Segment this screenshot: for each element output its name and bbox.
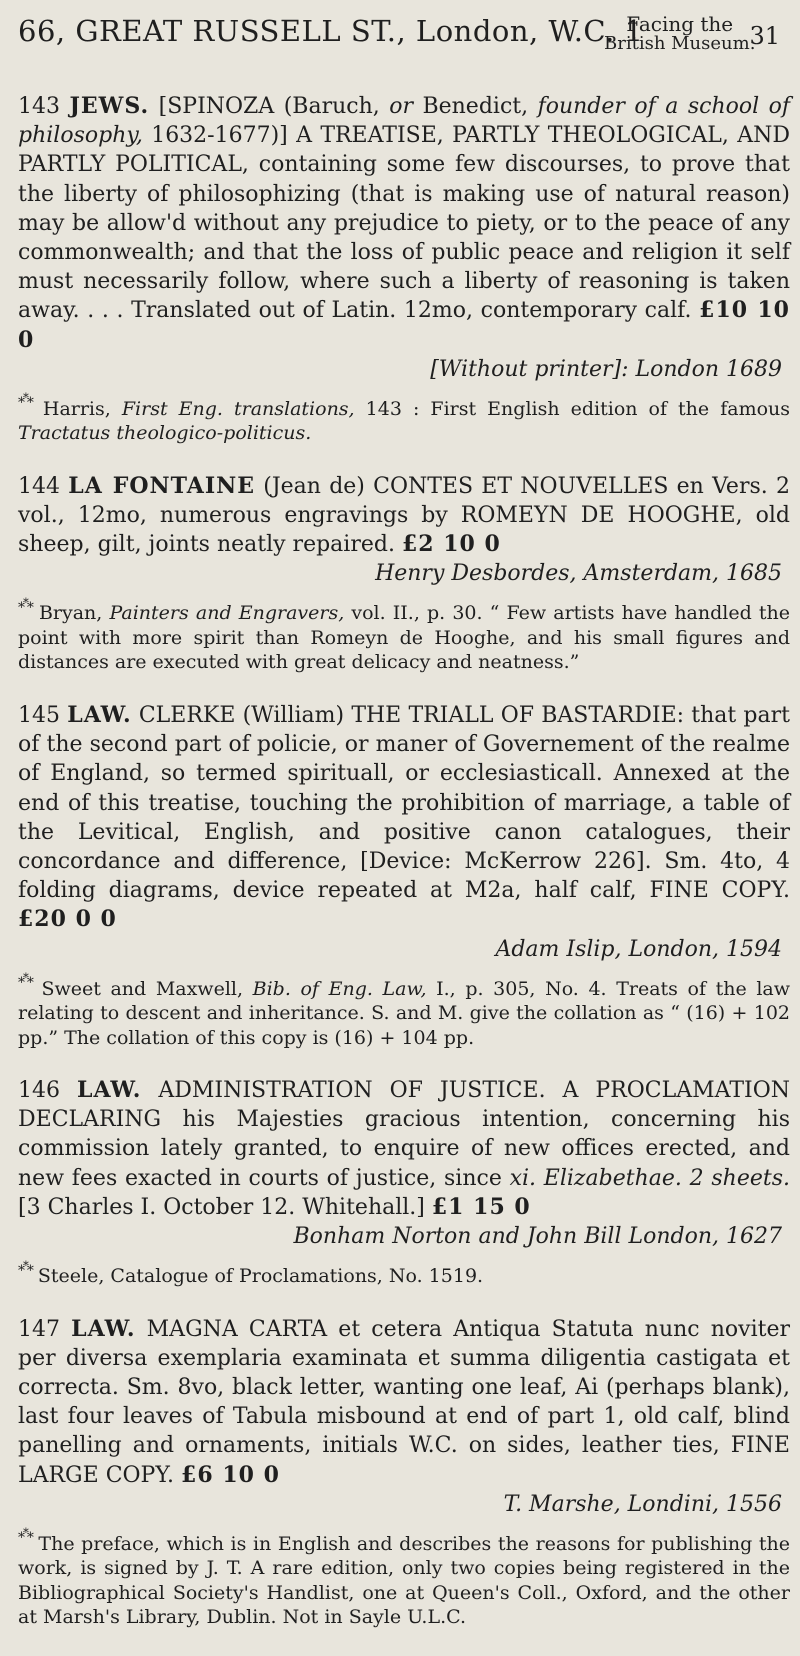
- entry-text: MAGNA CARTA et cetera Antiqua Statuta nunc noviter per diversa exemplaria examinata et summa diligentia castigata et correcta. Sm. 8vo, black letter, wanting one leaf, Ai (perhaps blank), last four leaves of Tabula misbound at end of part 1, old calf, blind panelling and ornaments, initials W.C. on sides, leather ties, FINE LARGE COPY.: [18, 1316, 791, 1488]
- imprint: T. Marshe, Londini, 1556: [503, 1491, 782, 1517]
- note-text-italic: Tractatus theologico-politicus.: [18, 422, 312, 445]
- entry-description: [18, 1076, 790, 1222]
- entry-text: [3 Charles I. October 12. Whitehall.]: [18, 1194, 432, 1220]
- note-text: Sweet and Maxwell,: [41, 977, 253, 1000]
- entry-heading: LA FONTAINE: [68, 472, 255, 499]
- lot-number: 147: [18, 1316, 60, 1342]
- entry-note: [18, 386, 790, 446]
- entry-heading: LAW.: [67, 701, 132, 728]
- price: £2 10 0: [401, 531, 501, 558]
- entry-heading: JEWS.: [69, 93, 150, 119]
- entry-text-italic: or: [389, 94, 413, 119]
- entry-text: ADMINISTRATION OF JUSTICE. A PROCLAMATION DECLARING his Majesties gracious intention, concerning his commission lately granted, to enquire of new offices erected, and new fees exacted in courts of justice, since: [18, 1078, 790, 1191]
- note-text: Steele, Catalogue of Proclamations, No. 1519.: [37, 1265, 484, 1288]
- note-text-italic: First Eng. translations,: [121, 397, 355, 420]
- bookseller-address: 66, GREAT RUSSELL ST., London, W.C. 1: [18, 14, 644, 48]
- entry-description: [18, 701, 790, 935]
- entry-heading: LAW.: [71, 1315, 136, 1342]
- asterism-icon: ***: [18, 970, 32, 992]
- entry-text: (Jean de) CONTES ET NOUVELLES en Vers. 2 vol., 12mo, numerous engravings by ROMEYN DE HOOGHE, old sheep, gilt, joints neatly repaired.: [18, 473, 790, 558]
- page-header: [18, 14, 790, 62]
- location-note: [604, 14, 755, 54]
- entry-description: [18, 92, 790, 355]
- catalogue-entry: [18, 1076, 790, 1289]
- imprint: Henry Desbordes, Amsterdam, 1685: [375, 561, 782, 587]
- asterism-icon: ***: [18, 1525, 32, 1547]
- note-text: Harris,: [42, 397, 122, 420]
- location-note-line2: British Museum.: [604, 33, 756, 54]
- catalogue-entry: [18, 92, 790, 446]
- location-note-line1: Facing the: [626, 12, 734, 36]
- entry-text: 1632-1677)] A TREATISE, PARTLY THEOLOGICAL, AND PARTLY POLITICAL, containing some few discourses, to prove that the liberty of philosophizing (that is making use of natural reason) may be allow'd without any prejudice to piety, or to the peace of any commonwealth; and that the loss of public peace and religion it self must necessarily follow, where such a liberty of reasoning is taken away. . . . Translated out of Latin. 12mo, contemporary calf.: [18, 123, 790, 324]
- price: £6 10 0: [181, 1461, 280, 1488]
- entry-note: [18, 1253, 790, 1288]
- entry-description: [18, 1315, 790, 1490]
- entry-text: Benedict,: [412, 94, 538, 119]
- entry-text-italic: founder of a school of philosophy,: [18, 94, 791, 149]
- catalogue-entry: [18, 1315, 790, 1630]
- asterism-icon: ***: [18, 1258, 32, 1279]
- lot-number: 144: [18, 473, 60, 499]
- imprint: [Without printer]: London 1689: [430, 356, 782, 382]
- note-text: Bryan,: [38, 602, 110, 625]
- lot-number: 146: [18, 1078, 60, 1104]
- catalogue-entry: [18, 472, 790, 675]
- imprint: Adam Islip, London, 1594: [495, 936, 782, 962]
- note-text: The preface, which is in English and describes the reasons for publishing the work, is signed by J. T. A rare edition, only two copies being registered in the Bibliographical Society's Handlist, one at Queen's Coll., Oxford, and the other at Marsh's Library, Dublin. Not in Sayle U.L.C.: [18, 1532, 791, 1629]
- lot-number: 143: [18, 94, 60, 119]
- note-text: 143 : First English edition of the famous: [354, 397, 791, 420]
- asterism-icon: ***: [18, 390, 32, 412]
- catalogue-entries: [18, 92, 790, 1656]
- lot-number: 145: [18, 702, 60, 728]
- entry-text: [SPINOZA (Baruch,: [158, 94, 390, 119]
- price: £1 15 0: [431, 1193, 531, 1220]
- entry-note: [18, 590, 790, 674]
- entry-heading: LAW.: [76, 1077, 142, 1104]
- entry-description: [18, 472, 790, 560]
- note-text: vol. II., p. 30. “ Few artists have handled the point with more spirit than Romeyn de Hooghe, and his small figures and distances are executed with great delicacy and neatness.”: [18, 602, 791, 674]
- entry-note: [18, 1521, 790, 1630]
- imprint: Bonham Norton and John Bill London, 1627: [293, 1224, 782, 1250]
- entry-text-italic: xi. Elizabethae. 2 sheets.: [509, 1165, 790, 1191]
- catalogue-entry: [18, 701, 790, 1050]
- page-number: 31: [749, 22, 780, 50]
- price: £10 10 0: [18, 297, 790, 353]
- entry-text: CLERKE (William) THE TRIALL OF BASTARDIE: that part of the second part of policie, or maner of Governement of the realme of England, so termed spirituall, or ecclesiasticall. Annexed at the end of this treatise, touching the prohibition of marriage, a table of the Levitical, English, and positive canon catalogues, their concordance and difference, [Device: McKerrow 226]. Sm. 4to, 4 folding diagrams, device repeated at M2a, half calf, FINE COPY.: [18, 702, 790, 904]
- entry-note: [18, 966, 790, 1050]
- note-text: I., p. 305, No. 4. Treats of the law relating to descent and inheritance. S. and M. give the collation as “ (16) + 102 pp.” The collation of this copy is (16) + 104 pp.: [18, 977, 791, 1049]
- price: £20 0 0: [18, 906, 117, 933]
- note-text-italic: Painters and Engravers,: [109, 602, 345, 625]
- asterism-icon: ***: [18, 595, 32, 617]
- note-text-italic: Bib. of Eng. Law,: [252, 977, 427, 1000]
